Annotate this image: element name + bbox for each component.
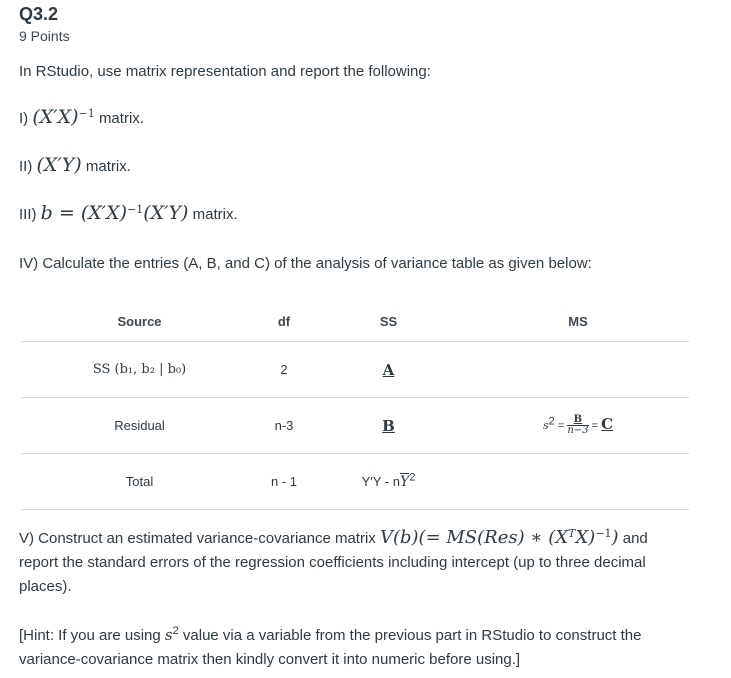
anova-table bbox=[21, 301, 689, 510]
part-v-suffix: and bbox=[618, 530, 648, 547]
hint-s: s bbox=[164, 626, 173, 644]
header-ss: SS bbox=[310, 301, 467, 342]
row2-ms-s: s bbox=[542, 418, 549, 432]
row3-ss-ybar: $\overline{Y}$ bbox=[399, 473, 410, 490]
item-i-label: I) bbox=[19, 110, 29, 127]
row2-ms-fraction bbox=[567, 415, 588, 436]
item-i-exp: −1 bbox=[78, 107, 95, 120]
item-iii-exp: −1 bbox=[127, 203, 144, 216]
row1-ss bbox=[310, 342, 467, 398]
item-ii bbox=[19, 154, 131, 176]
part-v-line2: report the standard errors of the regression coefficients including intercept (up to three decimal bbox=[19, 554, 646, 571]
row2-ms-c: C bbox=[601, 414, 614, 433]
row2-ms-den: n−3 bbox=[567, 425, 589, 437]
header-df: df bbox=[258, 301, 310, 342]
header-ms: MS bbox=[467, 301, 689, 342]
item-iii-math-b: (X′Y) bbox=[143, 202, 189, 224]
row2-source: Residual bbox=[21, 398, 258, 454]
item-ii-label: II) bbox=[19, 158, 33, 175]
row1-ms bbox=[467, 342, 689, 398]
row2-ms bbox=[467, 398, 689, 454]
item-ii-math: (X′Y) bbox=[36, 154, 82, 176]
row1-ss-value: A bbox=[382, 360, 395, 379]
hint-line1 bbox=[19, 623, 699, 648]
item-i-math: (X′X) bbox=[32, 106, 79, 128]
item-iii bbox=[19, 202, 238, 224]
hint bbox=[19, 623, 699, 672]
item-iii-suffix: matrix. bbox=[192, 206, 238, 223]
row1-source: SS (b₁, b₂ | b₀) bbox=[21, 342, 258, 398]
header-source: Source bbox=[21, 301, 258, 342]
hint-prefix: [Hint: If you are using bbox=[19, 627, 165, 644]
row3-df: n - 1 bbox=[258, 454, 310, 510]
part-v-math-t: T bbox=[568, 527, 576, 540]
table-row bbox=[21, 454, 689, 510]
question-title: Q3.2 bbox=[19, 4, 59, 24]
row2-ms-eq: = bbox=[557, 419, 565, 432]
row2-ms-eq2: = bbox=[591, 419, 598, 432]
row3-source: Total bbox=[21, 454, 258, 510]
row3-ss bbox=[310, 454, 467, 510]
intro-text: In RStudio, use matrix representation and report the following: bbox=[19, 63, 431, 80]
part-v-math-exp: −1 bbox=[595, 527, 612, 540]
row2-df: n-3 bbox=[258, 398, 310, 454]
row3-ss-exp: 2 bbox=[409, 471, 416, 484]
row2-ss-value: B bbox=[382, 416, 395, 435]
item-ii-suffix: matrix. bbox=[85, 158, 131, 175]
row3-ss-a: Y′Y - n bbox=[361, 473, 400, 489]
part-v-line3: places). bbox=[19, 578, 72, 595]
item-iii-math-a: b = (X′X) bbox=[40, 202, 128, 224]
part-v-prefix: V) Construct an estimated variance-covariance matrix bbox=[19, 530, 380, 547]
item-i-suffix: matrix. bbox=[98, 110, 144, 127]
part-v-line1 bbox=[19, 526, 699, 551]
item-i bbox=[19, 106, 144, 128]
row2-ss bbox=[310, 398, 467, 454]
row1-df: 2 bbox=[258, 342, 310, 398]
item-iv: IV) Calculate the entries (A, B, and C) of the analysis of variance table as given below: bbox=[19, 255, 592, 272]
hint-suffix: value via a variable from the previous part in RStudio to construct the bbox=[178, 627, 642, 644]
part-v-math-c: ) bbox=[611, 527, 619, 548]
item-iii-label: III) bbox=[19, 206, 37, 223]
table-row bbox=[21, 342, 689, 398]
hint-exp: 2 bbox=[172, 625, 179, 637]
row2-ms-exp: 2 bbox=[548, 415, 555, 428]
part-v-math-b: X) bbox=[575, 527, 596, 548]
row3-ms bbox=[467, 454, 689, 510]
row2-ms-num: B bbox=[567, 415, 588, 426]
hint-line2: variance-covariance matrix then kindly convert it into numeric before using.] bbox=[19, 651, 521, 668]
question-points: 9 Points bbox=[19, 28, 70, 44]
table-row bbox=[21, 398, 689, 454]
table-header-row bbox=[21, 301, 689, 342]
part-v bbox=[19, 526, 699, 599]
part-v-math-a: V(b)(= MS(Res) ∗ (X bbox=[379, 527, 569, 548]
